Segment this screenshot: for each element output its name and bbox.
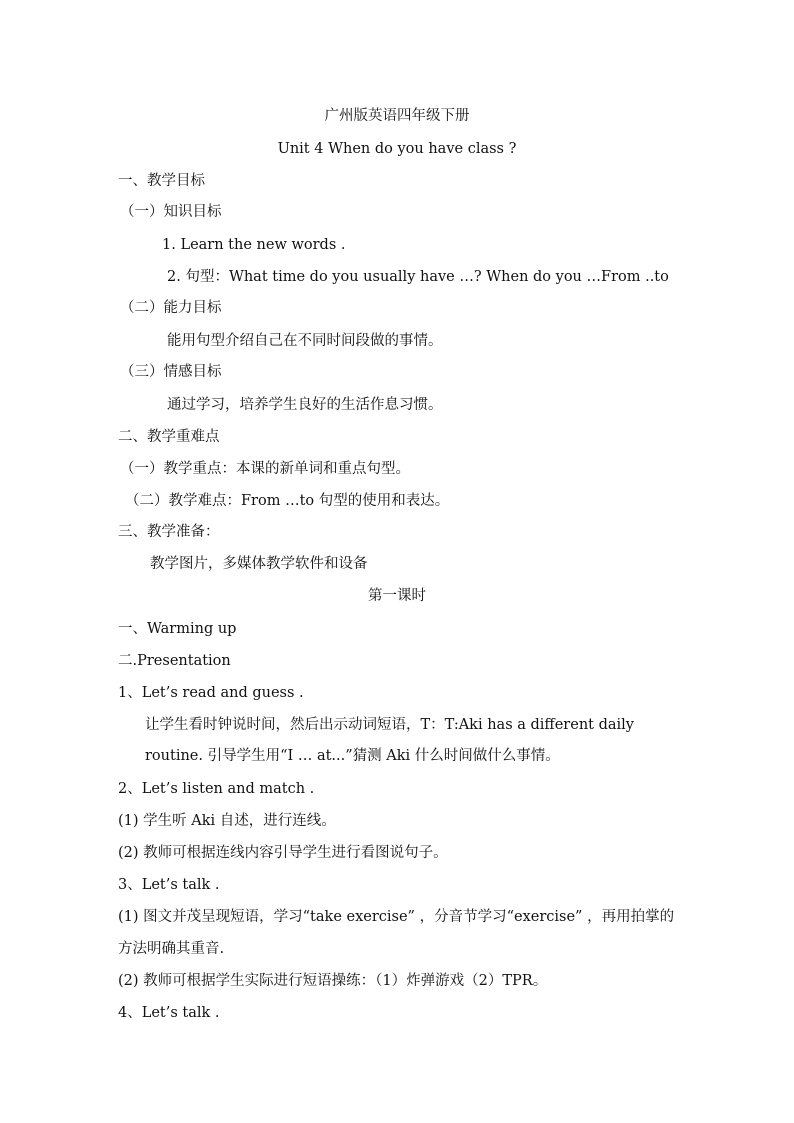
step-presentation: 二.Presentation [118, 653, 231, 669]
activity-3-item-1-line-2: 方法明确其重音. [118, 941, 225, 957]
document-title: 广州版英语四年级下册 [324, 108, 470, 124]
key-point-text: （一）教学重点：本课的新单词和重点句型。 [120, 461, 410, 477]
subsection-emotion: （三）情感目标 [120, 364, 222, 380]
activity-1-text-line-1: 让学生看时钟说时间，然后出示动词短语，T：T:Aki has a different daily [145, 717, 634, 733]
ability-text: 能用句型介绍自己在不同时间段做的事情。 [167, 333, 443, 349]
activity-1-text-line-2: routine. 引导学生用“I … at...”猜测 Aki 什么时间做什么事情。 [145, 748, 560, 764]
difficult-point-text: （二）教学难点：From …to 句型的使用和表达。 [125, 493, 450, 509]
document-subtitle: Unit 4 When do you have class ? [277, 141, 517, 157]
activity-2-item-2: (2) 教师可根据连线内容引导学生进行看图说句子。 [118, 845, 448, 861]
section-heading-2: 二、教学重难点 [118, 429, 220, 445]
activity-3-heading: 3、Let’s talk . [118, 877, 220, 893]
knowledge-item-1: 1. Learn the new words . [162, 237, 346, 253]
activity-1-heading: 1、Let’s read and guess . [118, 685, 304, 701]
knowledge-item-2: 2. 句型：What time do you usually have …? When do you …From ..to [167, 269, 669, 285]
activity-3-item-2: (2) 教师可根据学生实际进行短语操练：（1）炸弹游戏（2）TPR。 [118, 973, 548, 989]
subsection-ability: （二）能力目标 [120, 300, 222, 316]
subsection-knowledge: （一）知识目标 [120, 204, 222, 220]
preparation-text: 教学图片，多媒体教学软件和设备 [150, 556, 368, 572]
activity-4-heading: 4、Let’s talk . [118, 1005, 220, 1021]
step-warming-up: 一、Warming up [118, 621, 237, 637]
section-heading-3: 三、教学准备： [118, 524, 220, 540]
emotion-text: 通过学习，培养学生良好的生活作息习惯。 [167, 397, 443, 413]
activity-3-item-1-line-1: (1) 图文并茂呈现短语，学习“take exercise” ，分音节学习“exercise” ，再用拍掌的 [118, 909, 675, 925]
activity-2-item-1: (1) 学生听 Aki 自述，进行连线。 [118, 813, 336, 829]
activity-2-heading: 2、Let’s listen and match . [118, 781, 315, 797]
lesson-heading: 第一课时 [368, 588, 426, 604]
section-heading-1: 一、教学目标 [118, 173, 205, 189]
